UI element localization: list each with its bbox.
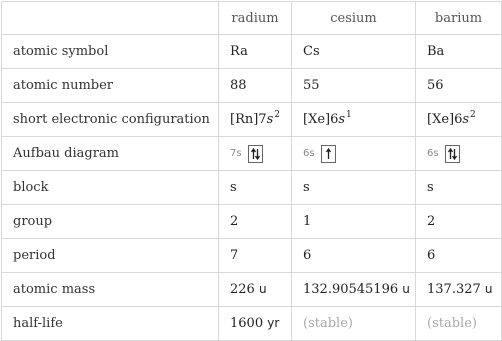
row-label: atomic mass [2,273,219,307]
cell-radium: Ra [219,35,292,69]
row-label: group [2,205,219,239]
orbital-label: 6s [427,148,439,159]
aufbau-diagram [427,145,460,163]
row-group [2,205,502,239]
electron-arrows [322,146,335,162]
config-exponent: 1 [346,110,352,120]
aufbau-diagram [303,145,336,163]
mass-value: 132.90545196 [303,282,399,297]
cell-cesium: 55 [292,69,416,103]
row-atomic-symbol [2,35,502,69]
cell-cesium: 1 [292,205,416,239]
arrow-down-icon [452,149,456,159]
cell-barium [416,103,502,137]
config-core: [Xe]6 [303,112,339,127]
config-exponent: 2 [274,110,280,120]
row-label: short electronic configuration [2,103,219,137]
arrow-up-icon [326,149,330,159]
cell-radium [219,137,292,171]
cell-radium: s [219,171,292,205]
arrow-up-icon [251,149,255,159]
config-orbital: s [338,112,346,127]
config-orbital: s [266,112,274,127]
cell-barium: 6 [416,239,502,273]
header-radium: radium [219,2,292,35]
header-barium: barium [416,2,502,35]
aufbau-diagram [230,145,263,163]
electron-arrows [446,146,459,162]
arrow-up-icon [448,149,452,159]
row-label: block [2,171,219,205]
cell-cesium [292,103,416,137]
mass-value: 137.327 [427,282,481,297]
config-exponent: 2 [470,110,476,120]
cell-cesium: s [292,171,416,205]
config-core: [Xe]6 [427,112,463,127]
row-label: Aufbau diagram [2,137,219,171]
row-atomic-number [2,69,502,103]
cell-cesium: 6 [292,239,416,273]
cell-barium: Ba [416,35,502,69]
cell-radium: 88 [219,69,292,103]
header-row [2,2,502,35]
cell-radium [219,273,292,307]
mass-unit: u [484,282,493,296]
cell-radium: 2 [219,205,292,239]
orbital-label: 6s [303,148,315,159]
header-cesium: cesium [292,2,416,35]
cell-barium: 2 [416,205,502,239]
row-label: atomic symbol [2,35,219,69]
cell-cesium [292,273,416,307]
arrow-down-icon [255,149,259,159]
cell-barium: s [416,171,502,205]
header-corner [2,2,219,35]
mass-unit: u [402,282,410,296]
cell-cesium: Cs [292,35,416,69]
half-life-value: 1600 [230,316,264,331]
cell-barium: (stable) [416,307,502,341]
row-block [2,171,502,205]
half-life-unit: yr [267,316,280,330]
row-aufbau-diagram [2,137,502,171]
cell-cesium [292,137,416,171]
cell-barium [416,273,502,307]
orbital-label: 7s [230,148,242,159]
mass-value: 226 [230,282,255,297]
row-label: atomic number [2,69,219,103]
row-label: half-life [2,307,219,341]
row-atomic-mass [2,273,502,307]
cell-cesium: (stable) [292,307,416,341]
row-label: period [2,239,219,273]
row-period [2,239,502,273]
cell-radium [219,103,292,137]
orbital-box [321,145,336,163]
element-comparison-table [1,1,502,341]
config-orbital: s [462,112,470,127]
cell-radium: 7 [219,239,292,273]
row-half-life [2,307,502,341]
electron-arrows [249,146,262,162]
config-core: [Rn]7 [230,112,267,127]
mass-unit: u [258,282,267,296]
row-electron-configuration [2,103,502,137]
cell-barium [416,137,502,171]
cell-radium [219,307,292,341]
orbital-box [445,145,460,163]
cell-barium: 56 [416,69,502,103]
orbital-box [248,145,263,163]
